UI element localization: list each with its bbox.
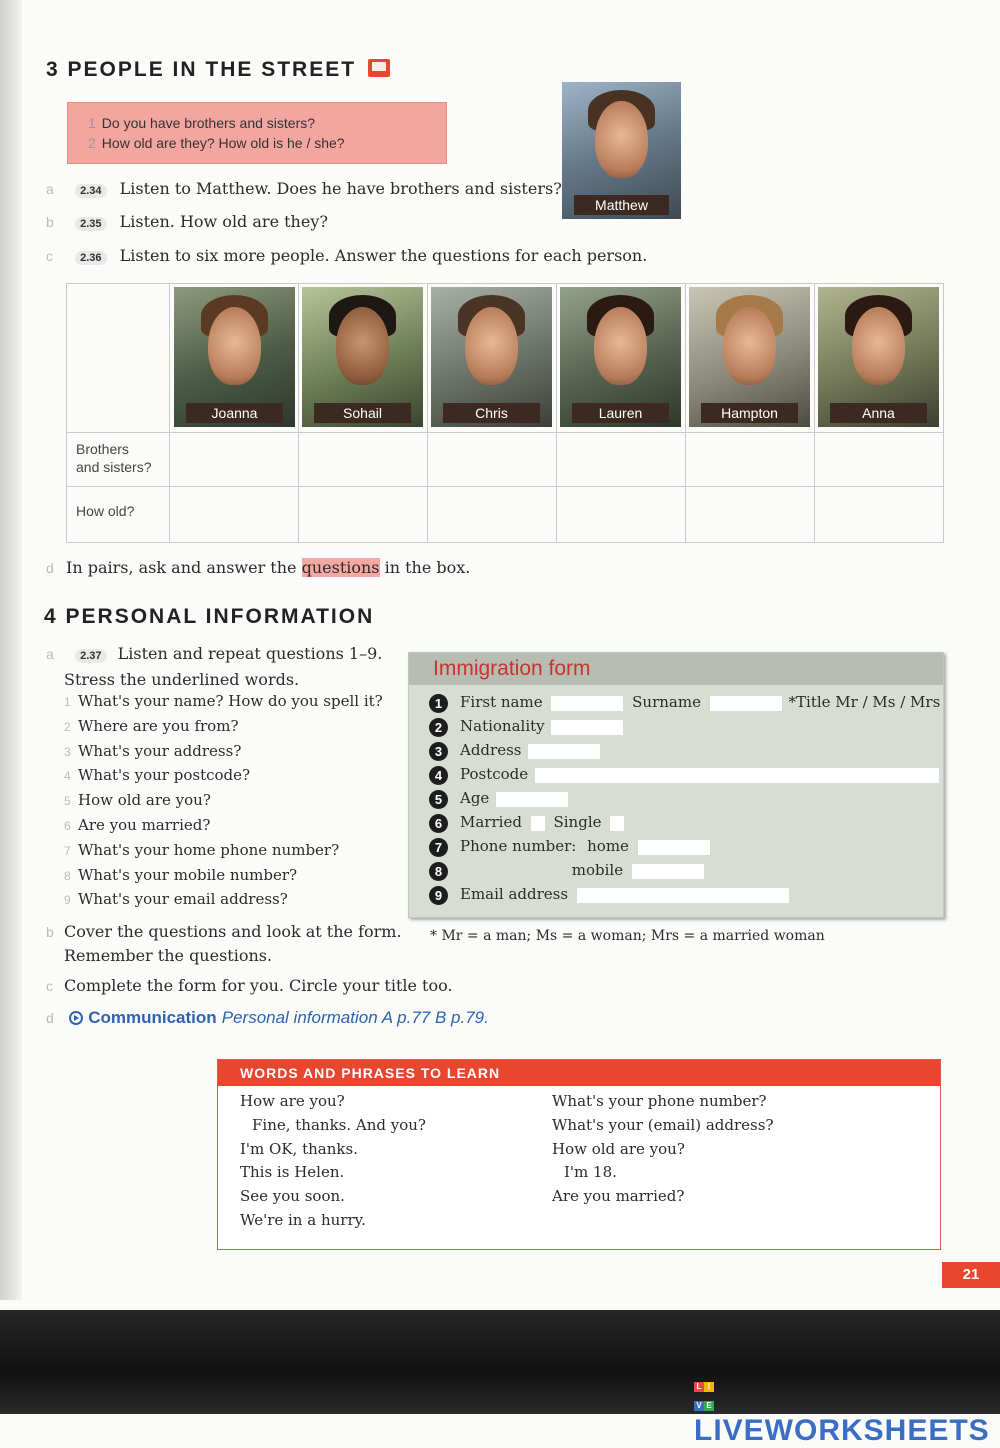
page-number: 21	[942, 1262, 1000, 1288]
communication-link[interactable]: Communication	[88, 1008, 217, 1027]
question-number: 6	[64, 818, 71, 833]
exercise-text: Remember the questions.	[64, 946, 273, 965]
number-badge: 7	[429, 838, 448, 857]
form-footnote: * Mr = a man; Ms = a woman; Mrs = a married woman	[430, 928, 825, 944]
postcode-field[interactable]	[535, 768, 939, 783]
form-row-postcode	[429, 765, 939, 785]
answer-cell[interactable]	[815, 433, 943, 486]
exercise-text: Listen. How old are they?	[119, 212, 328, 231]
exercise-3c	[46, 246, 647, 265]
question-number: 3	[64, 744, 71, 759]
exercise-text: In pairs, ask and answer the	[66, 558, 302, 577]
answer-cell[interactable]	[170, 487, 298, 542]
person-photo	[818, 287, 939, 427]
question-text: What's your address?	[78, 741, 242, 760]
field-label: Phone number:	[460, 837, 577, 855]
photo-name-label: Chris	[443, 403, 540, 423]
question-number: 4	[64, 769, 71, 784]
field-label: Married	[460, 813, 522, 831]
list-item	[64, 864, 383, 889]
number-badge: 3	[429, 742, 448, 761]
exercise-text: Listen and repeat questions 1–9.	[117, 644, 383, 663]
words-and-phrases-box	[217, 1059, 941, 1250]
question-text: What's your name? How do you spell it?	[78, 692, 383, 710]
answer-cell[interactable]	[299, 433, 427, 486]
answer-cell[interactable]	[170, 433, 298, 486]
person-photo	[689, 287, 810, 427]
exercise-letter: a	[46, 646, 54, 662]
form-row-married	[429, 813, 624, 833]
question-text: How old are they? How old is he / she?	[101, 135, 345, 151]
answer-cell[interactable]	[686, 433, 814, 486]
answer-cell[interactable]	[686, 487, 814, 542]
exercise-text: in the box.	[379, 558, 471, 577]
section-3-number: 3	[46, 58, 60, 81]
exercise-3a	[46, 179, 562, 198]
number-badge: 9	[429, 886, 448, 905]
phrase-item: Fine, thanks. And you?	[252, 1115, 426, 1134]
list-item	[64, 715, 383, 740]
list-item	[64, 740, 383, 765]
question-text: What's your home phone number?	[78, 840, 340, 859]
audio-track-badge[interactable]: 2.34	[75, 184, 106, 198]
section-4-heading	[44, 605, 374, 629]
exercise-4d	[46, 1008, 489, 1028]
field-label: Postcode	[460, 765, 529, 783]
phrase-item: How old are you?	[552, 1139, 685, 1158]
exercise-4b	[46, 920, 402, 967]
list-item	[64, 814, 383, 839]
answer-cell[interactable]	[815, 487, 943, 542]
liveworksheets-watermark[interactable]	[694, 1374, 1000, 1448]
exercise-4a	[46, 642, 382, 691]
section-4-number: 4	[44, 605, 58, 628]
number-badge: 8	[429, 862, 448, 881]
nationality-field[interactable]	[551, 720, 623, 735]
field-label: mobile	[571, 861, 624, 879]
field-label: Single	[553, 813, 602, 831]
title-options[interactable]: *Title Mr / Ms / Mrs	[788, 693, 941, 711]
question-number: 2	[64, 719, 71, 734]
form-row-email	[429, 885, 789, 905]
question-text: Are you married?	[78, 815, 211, 834]
phrase-item: This is Helen.	[240, 1163, 345, 1182]
question-list	[64, 690, 383, 913]
question-text: How old are you?	[78, 791, 211, 810]
audio-track-badge[interactable]: 2.37	[75, 649, 106, 663]
row-label-how-old: How old?	[76, 503, 135, 519]
form-row-age	[429, 789, 568, 809]
words-box-heading: WORDS AND PHRASES TO LEARN	[218, 1060, 940, 1086]
question-text: What's your mobile number?	[78, 865, 298, 884]
exercise-letter: c	[46, 978, 53, 994]
married-checkbox[interactable]	[531, 816, 545, 831]
exercise-text: Listen to six more people. Answer the questions for each person.	[119, 246, 648, 265]
words-right-column	[552, 1090, 773, 1209]
exercise-letter: c	[46, 248, 53, 264]
answer-cell[interactable]	[557, 487, 685, 542]
first-name-field[interactable]	[551, 696, 623, 711]
answer-cell[interactable]	[557, 433, 685, 486]
form-row-mobile	[429, 861, 704, 881]
section-3-heading	[46, 58, 390, 82]
person-photo	[431, 287, 552, 427]
mobile-field[interactable]	[632, 864, 704, 879]
person-photo	[174, 287, 295, 427]
list-item	[64, 789, 383, 814]
email-field[interactable]	[577, 888, 789, 903]
exercise-text: Cover the questions and look at the form.	[64, 922, 402, 941]
exercise-3b	[46, 212, 328, 231]
question-number: 9	[64, 893, 71, 908]
field-label: Email address	[460, 885, 569, 903]
single-checkbox[interactable]	[610, 816, 624, 831]
video-icon	[368, 59, 390, 77]
audio-track-badge[interactable]: 2.36	[75, 251, 106, 265]
words-left-column	[240, 1090, 426, 1233]
question-number: 8	[64, 868, 71, 883]
liveworksheets-logo-icon: L IV E	[694, 1374, 716, 1412]
field-label: Address	[460, 741, 522, 759]
page-spine-shadow	[0, 0, 22, 1300]
phrase-item: What's your (email) address?	[552, 1115, 774, 1134]
immigration-form	[408, 652, 944, 918]
field-label: Nationality	[460, 717, 545, 735]
phrase-item: What's your phone number?	[552, 1092, 767, 1110]
age-field[interactable]	[496, 792, 568, 807]
audio-track-badge[interactable]: 2.35	[75, 217, 106, 231]
phrase-item: How are you?	[240, 1092, 345, 1110]
list-item	[64, 888, 383, 913]
field-label: Surname	[632, 693, 701, 711]
phrase-item: See you soon.	[240, 1187, 345, 1206]
phrase-item: I'm 18.	[564, 1163, 617, 1182]
field-label: Age	[460, 789, 490, 807]
field-label: home	[587, 837, 629, 855]
exercise-text: Listen to Matthew. Does he have brothers and sisters?	[119, 179, 562, 198]
form-row-nationality	[429, 717, 623, 737]
number-badge: 4	[429, 766, 448, 785]
person-photo	[560, 287, 681, 427]
question-number: 7	[64, 843, 71, 858]
exercise-text: Stress the underlined words.	[64, 670, 300, 689]
home-phone-field[interactable]	[638, 840, 710, 855]
photo-name-label: Matthew	[574, 195, 669, 215]
answer-cell[interactable]	[428, 487, 556, 542]
number-badge: 1	[429, 694, 448, 713]
list-item	[64, 839, 383, 864]
question-number: 1	[88, 115, 96, 131]
exercise-letter: d	[46, 560, 54, 576]
communication-icon	[69, 1011, 83, 1025]
field-label: First name	[460, 693, 543, 711]
number-badge: 2	[429, 718, 448, 737]
form-row-phone	[429, 837, 710, 857]
number-badge: 5	[429, 790, 448, 809]
phrase-item: I'm OK, thanks.	[240, 1139, 358, 1158]
section-4-title: PERSONAL INFORMATION	[65, 605, 375, 628]
number-badge: 6	[429, 814, 448, 833]
exercise-4c	[46, 976, 453, 995]
exercise-text: Complete the form for you. Circle your title too.	[64, 976, 453, 995]
photo-name-label: Joanna	[186, 403, 283, 423]
form-row-name	[429, 693, 940, 713]
row-label-brothers: Brothers and sisters?	[76, 441, 152, 475]
phrase-item: We're in a hurry.	[240, 1210, 366, 1229]
exercise-letter: b	[46, 924, 54, 940]
question-text: What's your email address?	[78, 890, 288, 909]
phrase-item: Are you married?	[552, 1187, 685, 1206]
form-title: Immigration form	[409, 653, 943, 685]
question-text: Do you have brothers and sisters?	[101, 115, 316, 131]
list-item	[64, 690, 383, 715]
form-row-address	[429, 741, 600, 761]
exercise-letter: a	[46, 181, 54, 197]
exercise-letter: d	[46, 1010, 54, 1026]
communication-pages[interactable]: Personal information A p.77 B p.79.	[221, 1008, 489, 1027]
list-item	[64, 764, 383, 789]
question-number: 5	[64, 794, 71, 809]
person-photo	[302, 287, 423, 427]
watermark-text: LIVEWORKSHEETS	[694, 1414, 990, 1447]
photo-name-label: Lauren	[572, 403, 669, 423]
answer-cell[interactable]	[299, 487, 427, 542]
surname-field[interactable]	[710, 696, 782, 711]
section-3-title: PEOPLE IN THE STREET	[67, 58, 357, 81]
highlighted-word[interactable]: questions	[301, 558, 380, 577]
photo-name-label: Hampton	[701, 403, 798, 423]
photo-name-label: Anna	[830, 403, 927, 423]
question-text: What's your postcode?	[78, 766, 251, 785]
photo-name-label: Sohail	[314, 403, 411, 423]
matthew-photo	[562, 82, 681, 219]
question-text: Where are you from?	[78, 716, 239, 735]
exercise-letter: b	[46, 214, 54, 230]
answer-cell[interactable]	[428, 433, 556, 486]
exercise-3d	[46, 558, 470, 577]
question-number: 1	[64, 695, 71, 709]
question-number: 2	[88, 135, 96, 151]
address-field[interactable]	[528, 744, 600, 759]
questions-box	[67, 102, 447, 164]
